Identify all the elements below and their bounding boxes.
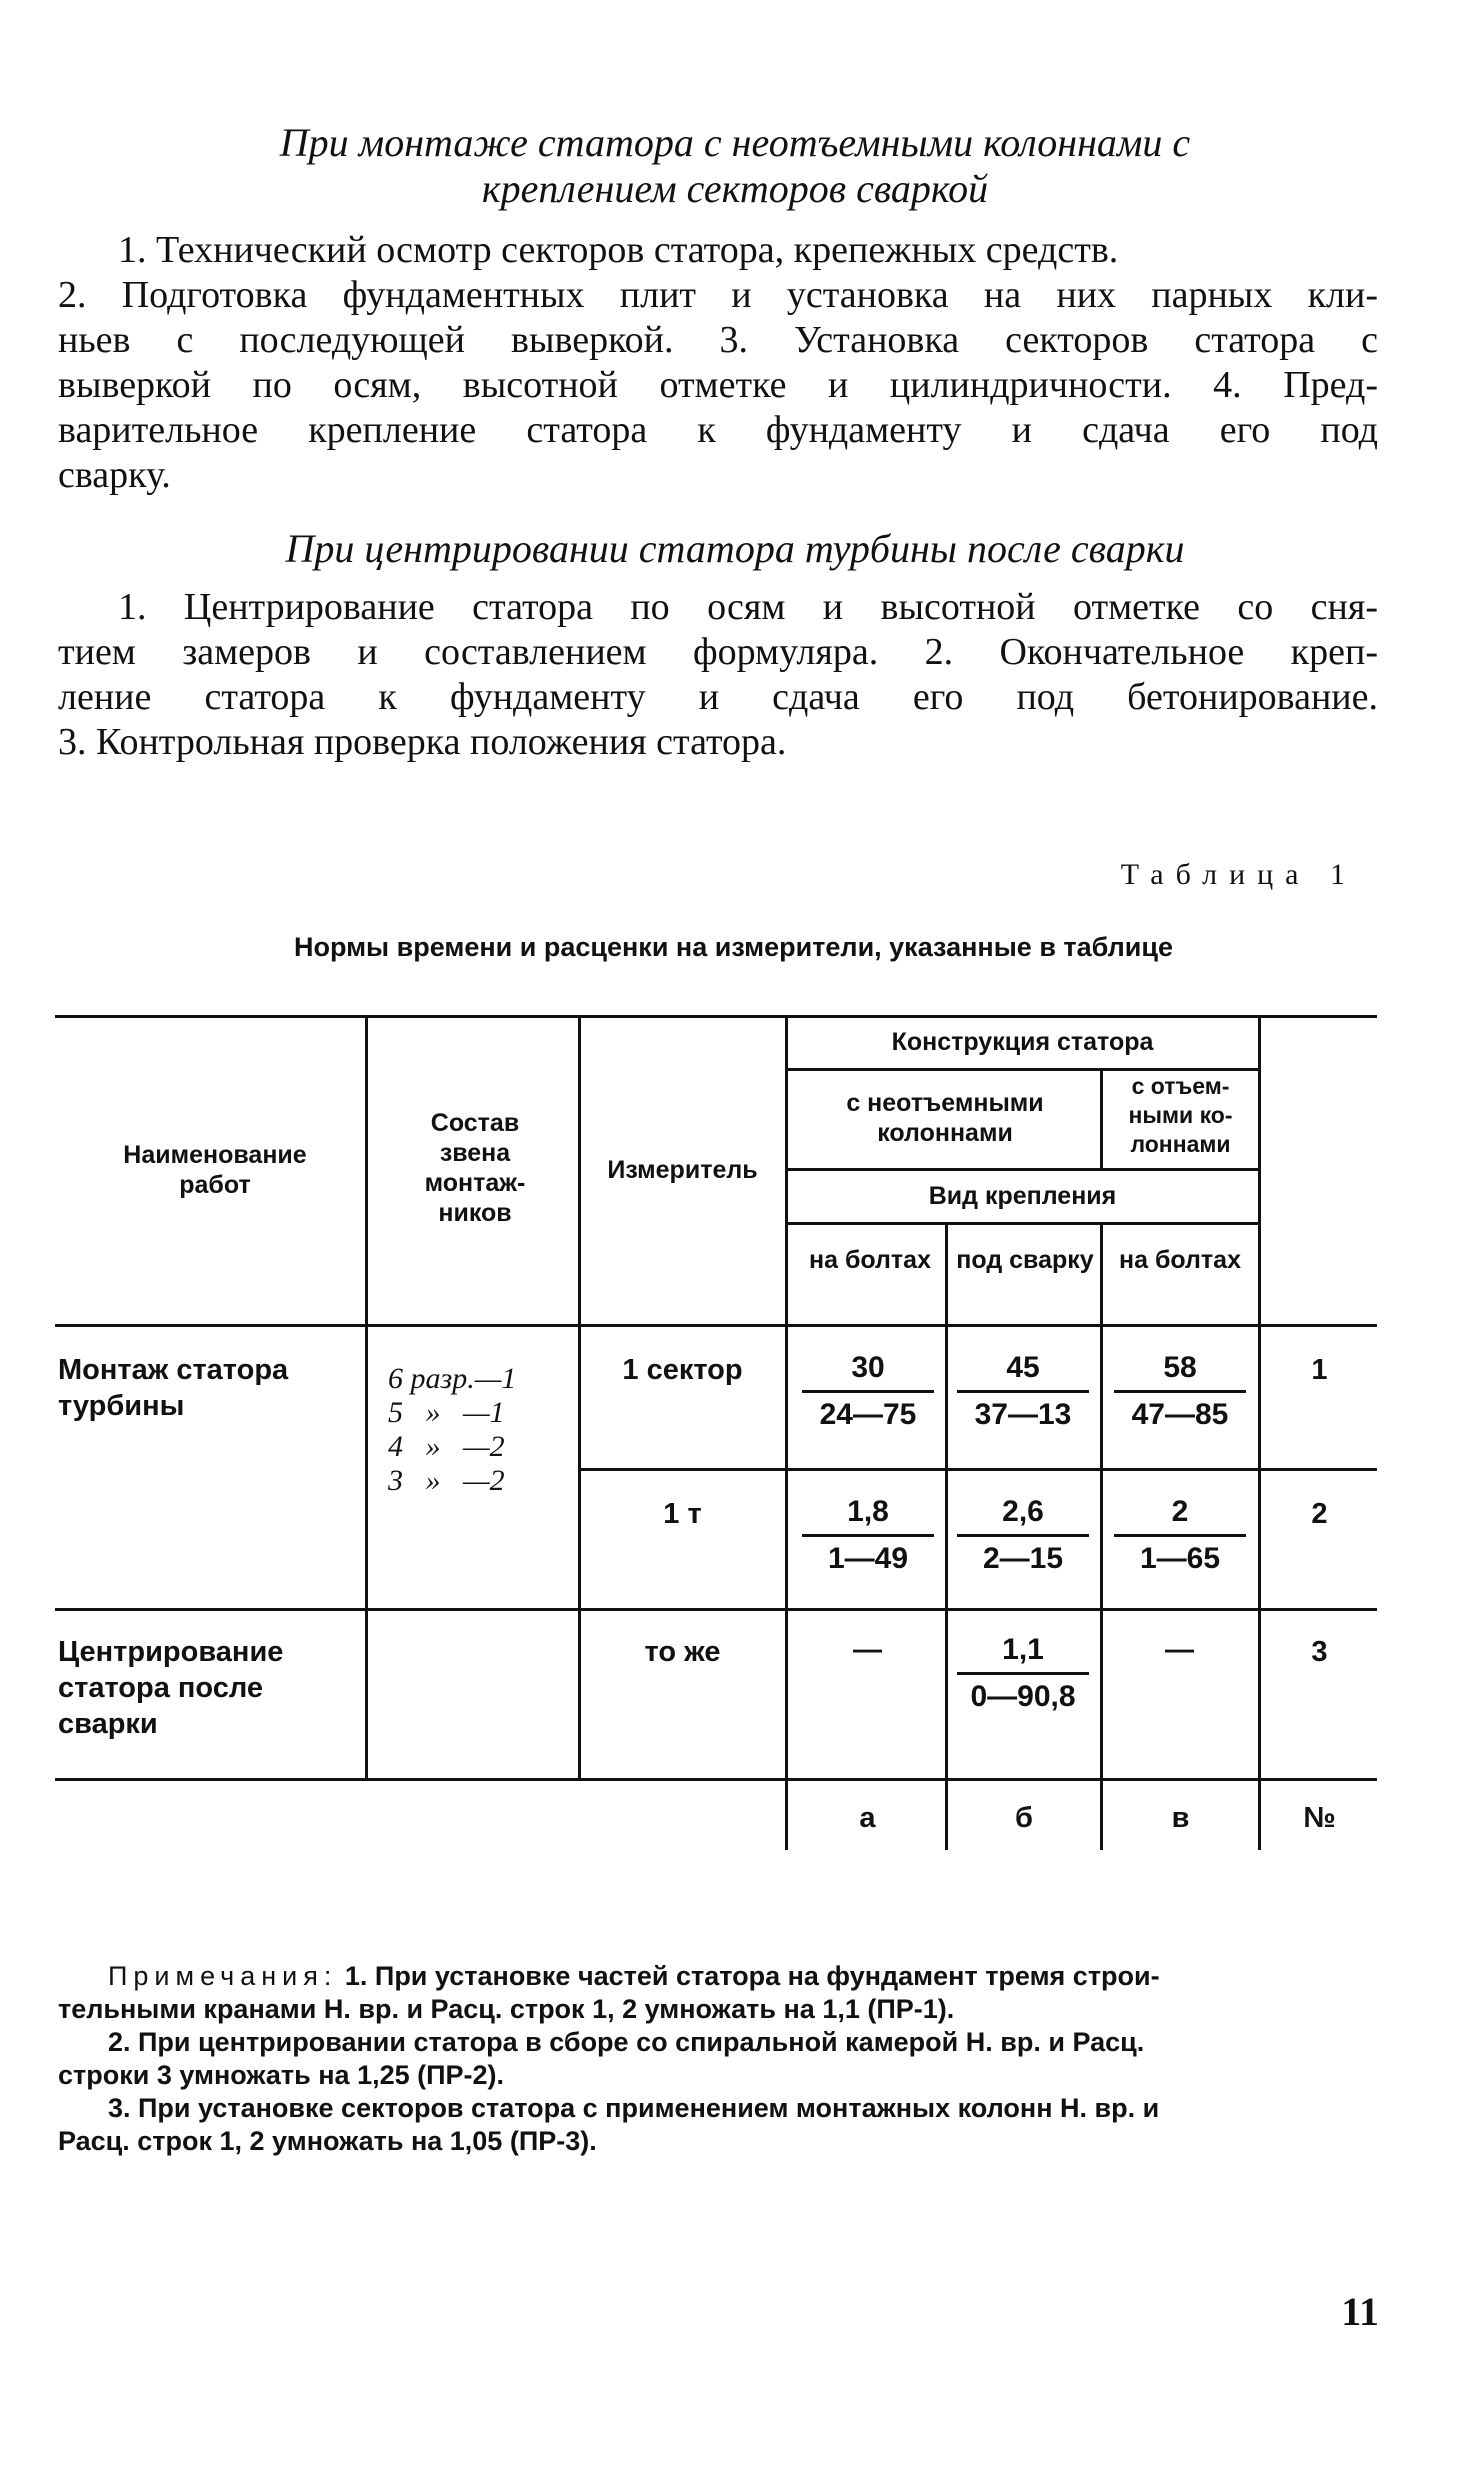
header-construction: Конструкция статора xyxy=(891,1028,1154,1056)
rate: 0—90,8 xyxy=(970,1680,1076,1713)
row1-col-b-value xyxy=(943,1346,1103,1437)
paragraph-line: 3. Контрольная проверка положения статора. xyxy=(58,721,787,763)
header-fixed-columns: с неотъемными колоннами xyxy=(846,1089,1044,1147)
row2-unit: 1 т xyxy=(663,1498,702,1530)
norm-time: 30 xyxy=(802,1346,934,1393)
section1-paragraph xyxy=(58,228,1378,498)
header-fastening-type: Вид крепления xyxy=(928,1182,1117,1210)
row3-col-b-value xyxy=(943,1628,1103,1719)
paragraph-line: 1. Центрирование статора по осям и высотной отметке со сня- xyxy=(118,586,1378,628)
table-rule-bottom xyxy=(55,1778,1377,1781)
crew-line: 4 » —2 xyxy=(388,1430,505,1463)
notes-line: тельными кранами Н. вр. и Расц. строк 1, 2 умножать на 1,1 (ПР-1). xyxy=(58,1994,955,2024)
notes-label: Примечания: xyxy=(108,1961,338,1991)
crew-line: 6 разр.—1 xyxy=(388,1362,517,1395)
row3-col-c-dash: — xyxy=(1165,1634,1194,1666)
norm-time: 2,6 xyxy=(957,1490,1089,1537)
footer-col-b: б xyxy=(1015,1802,1033,1834)
crew-composition xyxy=(388,1362,516,1498)
rate: 47—85 xyxy=(1131,1398,1229,1431)
footer-col-c: в xyxy=(1171,1802,1190,1834)
rate: 24—75 xyxy=(819,1398,917,1431)
row1-number: 1 xyxy=(1311,1354,1328,1386)
paragraph-line: 2. Подготовка фундаментных плит и установка на них парных кли- xyxy=(58,274,1378,316)
norm-time: 45 xyxy=(957,1346,1089,1393)
row3-work-name: Центрирование статора после сварки xyxy=(58,1636,284,1740)
header-removable-columns: с отъем- ными ко- лоннами xyxy=(1128,1073,1233,1157)
row2-number: 2 xyxy=(1311,1498,1328,1530)
row2-col-a-value xyxy=(788,1490,948,1581)
norm-time: 58 xyxy=(1114,1346,1246,1393)
table-rule xyxy=(785,1068,1260,1071)
table-rule xyxy=(785,1222,1260,1225)
rate: 1—65 xyxy=(1139,1542,1221,1575)
section1-heading-line: креплением секторов сваркой xyxy=(481,166,989,211)
notes xyxy=(58,1960,1378,2158)
header-weld-b: под сварку xyxy=(956,1246,1094,1274)
rate: 37—13 xyxy=(974,1398,1072,1431)
row3-col-a-dash: — xyxy=(853,1634,882,1666)
row1-col-a-value xyxy=(788,1346,948,1437)
section2-paragraph xyxy=(58,585,1378,765)
paragraph-line: ньев с последующей выверкой. 3. Установка секторов статора с xyxy=(58,319,1378,361)
table-rule-header-bottom xyxy=(55,1324,1377,1327)
rate: 1—49 xyxy=(827,1542,909,1575)
paragraph-line: 1. Технический осмотр секторов статора, крепежных средств. xyxy=(118,229,1119,271)
table-rule-top xyxy=(55,1015,1377,1018)
header-work-name: Наименование работ xyxy=(123,1141,307,1199)
paragraph-line: выверкой по осям, высотной отметке и цилиндричности. 4. Пред- xyxy=(58,364,1378,406)
section2-heading: При центрировании статора турбины после сварки xyxy=(285,526,1185,571)
section1-heading xyxy=(170,120,1300,212)
norm-time: 1,8 xyxy=(802,1490,934,1537)
notes-line: 3. При установке секторов статора с применением монтажных колонн Н. вр. и xyxy=(108,2093,1160,2123)
table-rule xyxy=(785,1168,1260,1171)
row3-unit: то же xyxy=(644,1636,721,1668)
row2-col-b-value xyxy=(943,1490,1103,1581)
paragraph-line: сварку. xyxy=(58,454,171,496)
section1-heading-line: При монтаже статора с неотъемными колоннами с xyxy=(279,120,1191,165)
row2-col-c-value xyxy=(1100,1490,1260,1581)
row1-work-name: Монтаж статора турбины xyxy=(58,1354,289,1422)
notes-text: 1. При установке частей статора на фундамент тремя строи- xyxy=(337,1961,1160,1991)
footer-col-a: а xyxy=(859,1802,876,1834)
footer-number-label: № xyxy=(1303,1802,1336,1834)
header-unit: Измеритель xyxy=(607,1156,758,1184)
table-number: Таблица 1 xyxy=(1120,858,1357,891)
norm-time: 1,1 xyxy=(957,1628,1089,1675)
paragraph-line: варительное крепление статора к фундаменту и сдача его под xyxy=(58,409,1378,451)
table-rule xyxy=(55,1608,1377,1611)
row1-unit: 1 сектор xyxy=(622,1354,743,1386)
table-col-rule xyxy=(365,1015,368,1780)
crew-line: 3 » —2 xyxy=(388,1464,505,1497)
row1-col-c-value xyxy=(1100,1346,1260,1437)
paragraph-line: тием замеров и составлением формуляра. 2. Окончательное креп- xyxy=(58,631,1378,673)
table-title: Нормы времени и расценки на измерители, указанные в таблице xyxy=(293,932,1174,962)
header-bolts-a: на болтах xyxy=(809,1246,931,1274)
crew-line: 5 » —1 xyxy=(388,1396,505,1429)
page-number: 11 xyxy=(1341,2289,1379,2334)
header-crew: Состав звена монтаж- ников xyxy=(424,1109,526,1227)
header-bolts-c: на болтах xyxy=(1119,1246,1241,1274)
notes-line: 2. При центрировании статора в сборе со спиральной камерой Н. вр. и Расц. xyxy=(108,2027,1145,2057)
notes-line: Расц. строк 1, 2 умножать на 1,05 (ПР-3). xyxy=(58,2126,597,2156)
notes-line: строки 3 умножать на 1,25 (ПР-2). xyxy=(58,2060,505,2090)
notes-line-1 xyxy=(58,1960,1378,1993)
paragraph-line: ление статора к фундаменту и сдача его под бетонирование. xyxy=(58,676,1378,718)
table-col-rule xyxy=(578,1015,581,1780)
row3-number: 3 xyxy=(1311,1636,1328,1668)
table-col-rule xyxy=(1100,1068,1103,1168)
rate: 2—15 xyxy=(982,1542,1064,1575)
norm-time: 2 xyxy=(1114,1490,1246,1537)
